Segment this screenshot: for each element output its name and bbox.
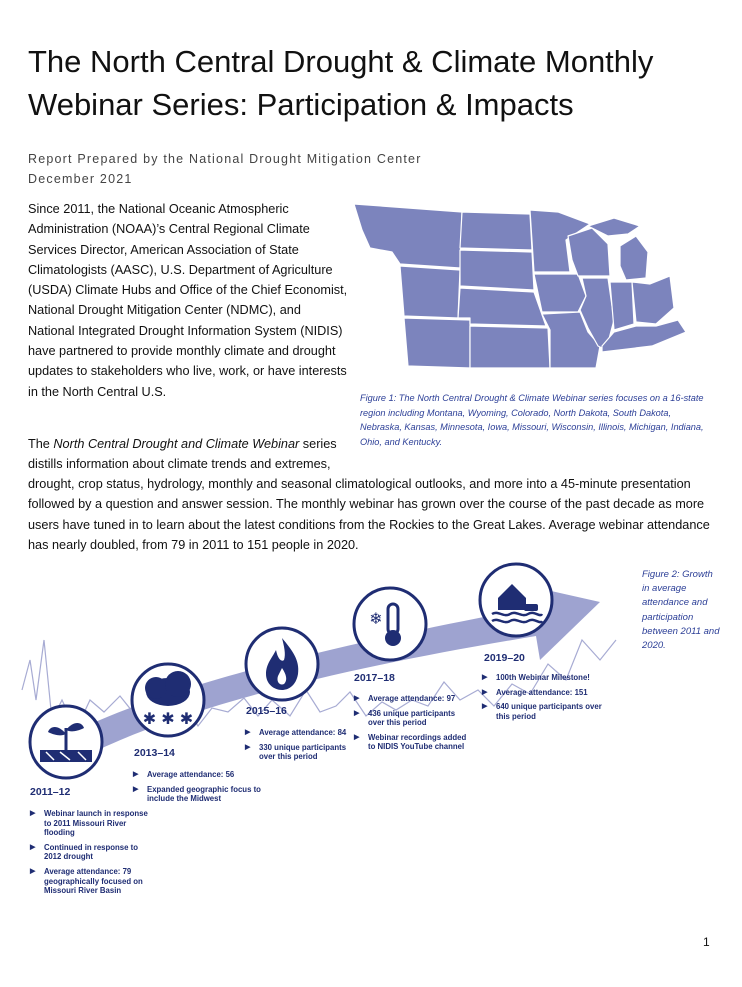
drought-plant-icon bbox=[30, 706, 102, 778]
list-item: ▶ Continued in response to 2012 drought bbox=[30, 843, 148, 862]
body-paragraph-2-start bbox=[28, 434, 358, 475]
list-item: ▶ Average attendance: 151 bbox=[482, 688, 612, 698]
webinar-series-name: North Central Drought and Climate Webinar bbox=[53, 437, 300, 451]
period-label-2017-18: 2017–18 bbox=[354, 672, 395, 684]
period-bullets-2011-12 bbox=[30, 809, 148, 901]
state-colorado bbox=[404, 318, 470, 368]
period-bullets-2019-20 bbox=[482, 673, 612, 726]
period-label-2011-12: 2011–12 bbox=[30, 786, 71, 798]
period-bullets-2015-16 bbox=[245, 728, 357, 767]
report-preparer: Report Prepared by the National Drought Mitigation Center bbox=[28, 152, 422, 166]
cold-thermometer-icon bbox=[354, 588, 426, 660]
state-wyoming bbox=[400, 266, 460, 318]
state-wisconsin bbox=[568, 228, 610, 276]
list-item: ▶ Average attendance: 97 bbox=[354, 694, 470, 704]
list-item: ▶ 640 unique participants over this period bbox=[482, 702, 612, 721]
list-item: ▶ Average attendance: 79 geographically focused on Missouri River Basin bbox=[30, 867, 148, 896]
state-indiana bbox=[610, 282, 634, 330]
svg-text:❄: ❄ bbox=[369, 609, 383, 628]
state-south-dakota bbox=[460, 250, 534, 290]
snow-cloud-icon bbox=[132, 664, 204, 736]
para2-the: The bbox=[28, 437, 54, 451]
list-item: ▶ 436 unique participants over this period bbox=[354, 709, 470, 728]
state-ohio bbox=[632, 276, 674, 324]
period-bullets-2013-14 bbox=[133, 770, 283, 809]
body-paragraph-2-continued: drought, crop status, hydrology, monthly and seasonal climatological outlooks, and more into a 45-minute presentation followed by a question and answer session. The monthly webinar has grown over the course of the past decade as more users have tuned in to learn about the latest conditions from the Rockies to the Great Lakes. Average webinar attendance has nearly doubled, from 79 in 2011 to 151 people in 2020. bbox=[28, 477, 710, 552]
list-item: ▶ 330 unique participants over this period bbox=[245, 743, 357, 762]
svg-text:✱ ✱ ✱: ✱ ✱ ✱ bbox=[142, 709, 194, 728]
fire-icon bbox=[246, 628, 318, 700]
period-bullets-2017-18 bbox=[354, 694, 470, 757]
period-label-2015-16: 2015–16 bbox=[246, 705, 287, 717]
state-kansas bbox=[470, 326, 550, 368]
state-north-dakota bbox=[460, 212, 532, 250]
period-label-2019-20: 2019–20 bbox=[484, 652, 525, 664]
list-item: ▶ Expanded geographic focus to include the Midwest bbox=[133, 785, 283, 804]
figure-2-caption: Figure 2: Growth in average attendance and participation between 2011 and 2020. bbox=[642, 569, 720, 652]
para2-after-name: series distills information about climate trends and extremes, bbox=[28, 437, 337, 472]
list-item: ▶ Average attendance: 56 bbox=[133, 770, 283, 780]
list-item: ▶ Webinar recordings added to NIDIS YouTube channel bbox=[354, 733, 470, 752]
figure-1-caption: Figure 1: The North Central Drought & Climate Webinar series focuses on a 16-state region including Montana, Wyoming, Colorado, North Dakota, South Dakota, Nebraska, Kansas, Minnesota, Iowa, Missouri, Wisconsin, Illinois, Michigan, Indiana, Ohio, and Kentucky. bbox=[360, 393, 704, 447]
list-item: ▶ 100th Webinar Milestone! bbox=[482, 673, 612, 683]
state-montana bbox=[354, 204, 462, 268]
state-iowa bbox=[534, 274, 586, 312]
intro-paragraph: Since 2011, the National Oceanic Atmospheric Administration (NOAA)’s Central Regional Climate Services Director, American Association of State Climatologists (AASC), U.S. Department of Agriculture (USDA) Climate Hubs and Office of the Chief Economist, National Drought Mitigation Center (NDMC), and National Integrated Drought Information System (NIDIS) have partnered to provide monthly climate and drought updates to stakeholders who live, work, or have interests in the North Central U.S. bbox=[28, 202, 348, 399]
north-central-region-map bbox=[352, 200, 704, 390]
period-label-2013-14: 2013–14 bbox=[134, 747, 175, 759]
page-title: The North Central Drought & Climate Monthly Webinar Series: Participation & Impacts bbox=[28, 44, 654, 122]
list-item: ▶ Webinar launch in response to 2011 Missouri River flooding bbox=[30, 809, 148, 838]
state-nebraska bbox=[458, 288, 546, 326]
flood-house-icon bbox=[480, 564, 552, 636]
report-date: December 2021 bbox=[28, 172, 133, 186]
page-number: 1 bbox=[703, 935, 710, 949]
list-item: ▶ Average attendance: 84 bbox=[245, 728, 357, 738]
report-subtitle bbox=[28, 149, 422, 189]
